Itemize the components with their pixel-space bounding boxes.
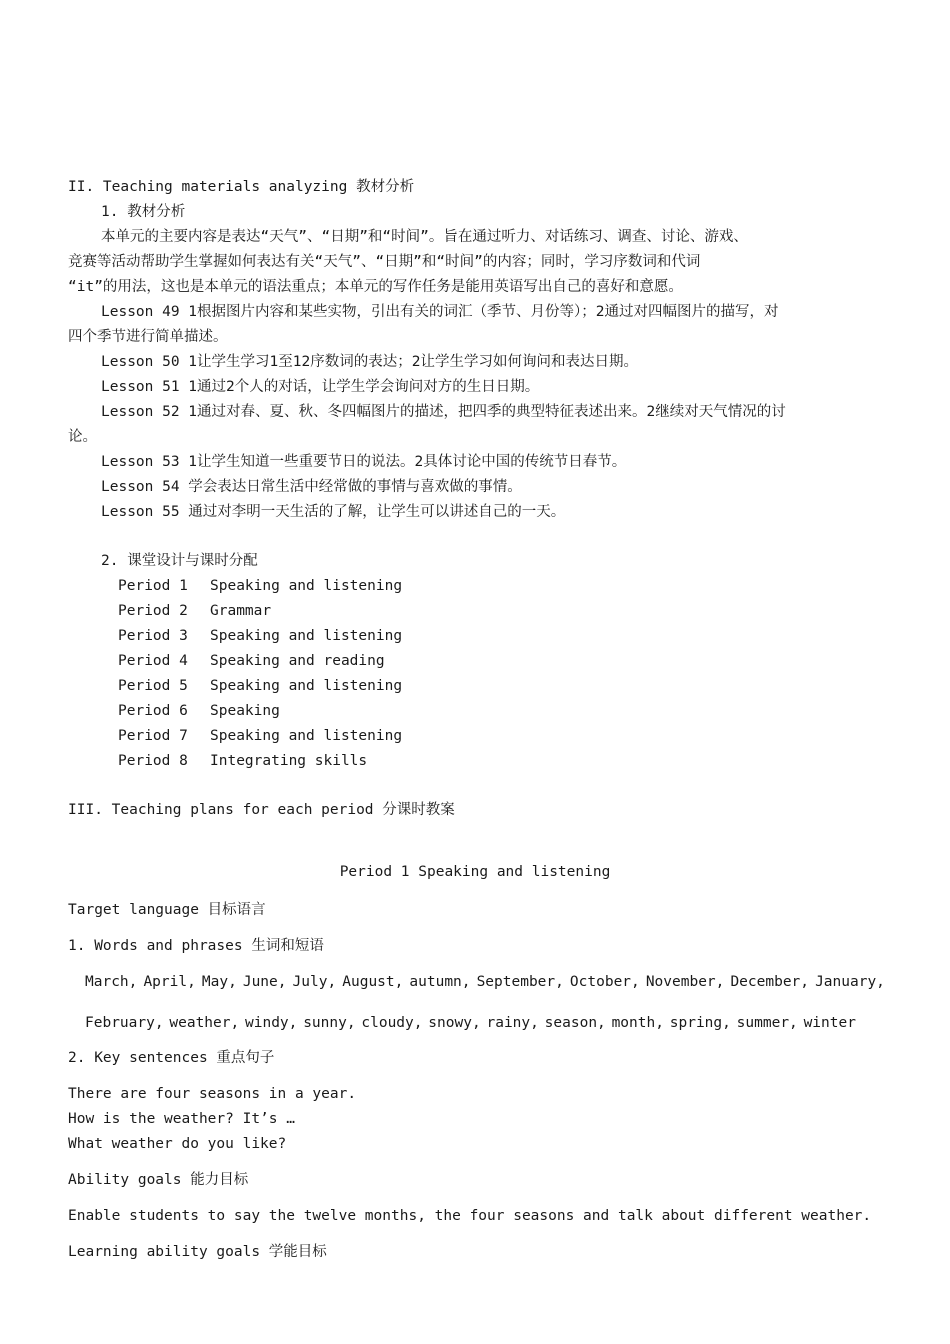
word: winter <box>803 1015 856 1031</box>
subheading-class-design: 2. 课堂设计与课时分配 <box>101 553 258 569</box>
word: June, <box>242 974 287 990</box>
word: October, <box>569 974 640 990</box>
lesson-55-line: Lesson 55 通过对李明一天生活的了解，让学生可以讲述自己的一天。 <box>101 504 566 520</box>
word: cloudy, <box>361 1015 423 1031</box>
word: summer, <box>736 1015 798 1031</box>
word: September, <box>476 974 564 990</box>
period-description: Speaking and listening <box>210 628 403 644</box>
subheading-materials-analysis: 1. 教材分析 <box>101 204 186 220</box>
period-label: Period 3 <box>118 628 188 644</box>
word: season, <box>544 1015 606 1031</box>
word: autumn, <box>409 974 471 990</box>
period-label: Period 2 <box>118 603 188 619</box>
word: month, <box>611 1015 664 1031</box>
word: December, <box>730 974 810 990</box>
key-sentence: How is the weather? It’s … <box>68 1111 295 1127</box>
period-title: Period 1 Speaking and listening <box>339 864 611 880</box>
word: May, <box>201 974 237 990</box>
period-description: Integrating skills <box>210 753 368 769</box>
key-sentence: What weather do you like? <box>68 1136 287 1152</box>
lesson-50-line: Lesson 50 1让学生学习1至12序数词的表达；2让学生学习如何询问和表达日期。 <box>101 354 638 370</box>
period-label: Period 6 <box>118 703 188 719</box>
ability-goals-heading: Ability goals 能力目标 <box>68 1172 249 1188</box>
lesson-53-line: Lesson 53 1让学生知道一些重要节日的说法。2具体讨论中国的传统节日春节。 <box>101 454 627 470</box>
word: January, <box>815 974 885 990</box>
key-sentence: There are four seasons in a year. <box>68 1086 357 1102</box>
word: weather, <box>169 1015 240 1031</box>
period-label: Period 1 <box>118 578 188 594</box>
lesson-51-line: Lesson 51 1通过2个人的对话，让学生学会询问对方的生日日期。 <box>101 379 540 395</box>
period-label: Period 8 <box>118 753 188 769</box>
words-phrases-heading: 1. Words and phrases 生词和短语 <box>68 938 324 954</box>
word: November, <box>645 974 725 990</box>
word: snowy, <box>428 1015 481 1031</box>
period-description: Speaking and listening <box>210 728 403 744</box>
paragraph-line: 竞赛等活动帮助学生掌握如何表达有关“天气”、“日期”和“时间”的内容；同时，学习序数词和代词 <box>68 254 701 270</box>
learning-ability-goals-heading: Learning ability goals 学能目标 <box>68 1244 327 1260</box>
period-description: Speaking and listening <box>210 678 403 694</box>
word: spring, <box>669 1015 731 1031</box>
paragraph-line: 本单元的主要内容是表达“天气”、“日期”和“时间”。旨在通过听力、对话练习、调查、讨论、游戏、 <box>101 229 748 245</box>
period-description: Speaking and reading <box>210 653 385 669</box>
lesson-52-continued: 论。 <box>68 429 97 445</box>
section-heading-teaching-plans: III. Teaching plans for each period 分课时教案 <box>68 802 455 818</box>
word: March, <box>85 974 138 990</box>
target-language-heading: Target language 目标语言 <box>68 902 266 918</box>
lesson-49-continued: 四个季节进行简单描述。 <box>68 329 228 345</box>
key-sentences-heading: 2. Key sentences 重点句子 <box>68 1050 275 1066</box>
ability-goals-text: Enable students to say the twelve months, the four seasons and talk about different weather. <box>68 1208 872 1224</box>
period-description: Grammar <box>210 603 272 619</box>
section-heading-teaching-materials: II. Teaching materials analyzing 教材分析 <box>68 179 415 195</box>
words-row <box>85 1013 856 1033</box>
word: rainy, <box>486 1015 539 1031</box>
period-label: Period 5 <box>118 678 188 694</box>
word: February, <box>85 1015 164 1031</box>
period-label: Period 4 <box>118 653 188 669</box>
lesson-54-line: Lesson 54 学会表达日常生活中经常做的事情与喜欢做的事情。 <box>101 479 522 495</box>
paragraph-line: “it”的用法，这也是本单元的语法重点；本单元的写作任务是能用英语写出自己的喜好和意愿。 <box>68 279 683 295</box>
period-description: Speaking <box>210 703 280 719</box>
word: July, <box>292 974 337 990</box>
lesson-49-line: Lesson 49 1根据图片内容和某些实物，引出有关的词汇（季节、月份等）；2通过对四幅图片的描写，对 <box>101 304 779 320</box>
word: April, <box>143 974 196 990</box>
word: sunny, <box>303 1015 356 1031</box>
word: August, <box>342 974 404 990</box>
words-row <box>85 972 885 992</box>
period-label: Period 7 <box>118 728 188 744</box>
period-description: Speaking and listening <box>210 578 403 594</box>
word: windy, <box>245 1015 298 1031</box>
lesson-52-line: Lesson 52 1通过对春、夏、秋、冬四幅图片的描述，把四季的典型特征表述出来。2继续对天气情况的讨 <box>101 404 786 420</box>
